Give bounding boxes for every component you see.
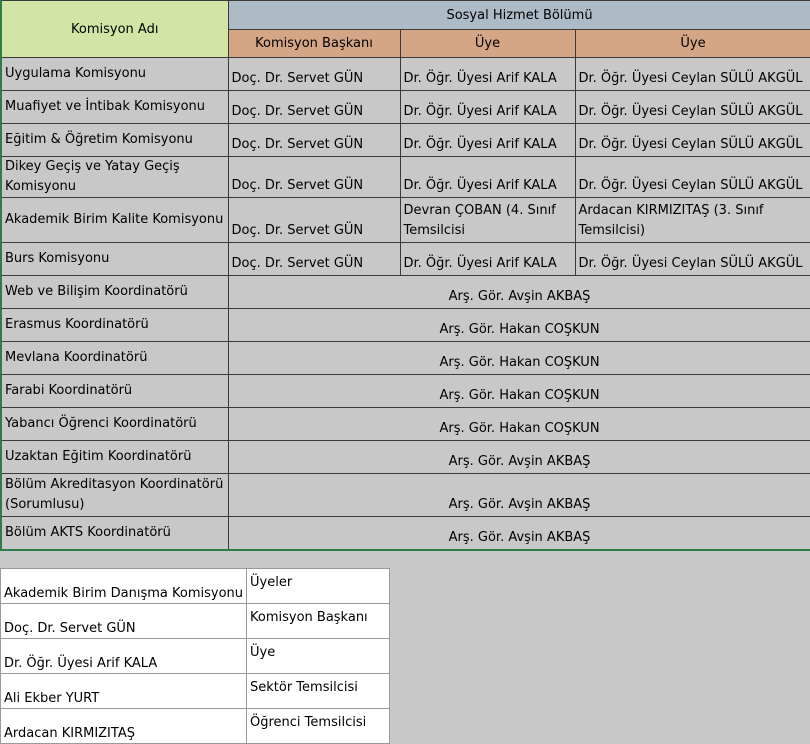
member-cell[interactable]: Devran ÇOBAN (4. Sınıf Temsilcisi xyxy=(400,198,575,243)
coordinator-name-cell[interactable]: Erasmus Koordinatörü xyxy=(1,309,228,342)
member-cell[interactable]: Dr. Öğr. Üyesi Arif KALA xyxy=(400,91,575,124)
coordinator-person-cell[interactable]: Arş. Gör. Avşin AKBAŞ xyxy=(228,276,810,309)
member-cell[interactable]: Dr. Öğr. Üyesi Ceylan SÜLÜ AKGÜL xyxy=(575,58,810,91)
role-header-member[interactable]: Üye xyxy=(400,30,575,58)
member-cell[interactable]: Dr. Öğr. Üyesi Ceylan SÜLÜ AKGÜL xyxy=(575,243,810,276)
advisory-name-cell[interactable]: Ali Ekber YURT xyxy=(1,674,247,709)
member-cell[interactable]: Dr. Öğr. Üyesi Ceylan SÜLÜ AKGÜL xyxy=(575,91,810,124)
chair-cell[interactable]: Doç. Dr. Servet GÜN xyxy=(228,243,400,276)
chair-cell[interactable]: Doç. Dr. Servet GÜN xyxy=(228,157,400,198)
advisory-role-cell[interactable]: Komisyon Başkanı xyxy=(247,604,390,639)
coordinator-name-cell[interactable]: Mevlana Koordinatörü xyxy=(1,342,228,375)
advisory-row xyxy=(1,709,390,744)
advisory-name-cell[interactable]: Doç. Dr. Servet GÜN xyxy=(1,604,247,639)
coordinator-row xyxy=(1,342,810,375)
member-cell[interactable]: Dr. Öğr. Üyesi Ceylan SÜLÜ AKGÜL xyxy=(575,124,810,157)
department-header[interactable]: Sosyal Hizmet Bölümü xyxy=(228,1,810,30)
commission-row xyxy=(1,198,810,243)
coordinator-name-cell[interactable]: Uzaktan Eğitim Koordinatörü xyxy=(1,441,228,474)
commission-name-cell[interactable]: Eğitim & Öğretim Komisyonu xyxy=(1,124,228,157)
coordinator-row xyxy=(1,517,810,550)
commission-name-cell[interactable]: Akademik Birim Kalite Komisyonu xyxy=(1,198,228,243)
member-cell[interactable]: Dr. Öğr. Üyesi Arif KALA xyxy=(400,157,575,198)
commission-row xyxy=(1,243,810,276)
coordinator-person-cell[interactable]: Arş. Gör. Hakan COŞKUN xyxy=(228,342,810,375)
role-header-member[interactable]: Üye xyxy=(575,30,810,58)
advisory-role-cell[interactable]: Öğrenci Temsilcisi xyxy=(247,709,390,744)
role-header-chair[interactable]: Komisyon Başkanı xyxy=(228,30,400,58)
coordinator-row xyxy=(1,276,810,309)
advisory-row xyxy=(1,604,390,639)
coordinator-name-cell[interactable]: Bölüm Akreditasyon Koordinatörü (Sorumlusu) xyxy=(1,474,228,517)
coordinator-person-cell[interactable]: Arş. Gör. Avşin AKBAŞ xyxy=(228,441,810,474)
advisory-row xyxy=(1,639,390,674)
commission-name-cell[interactable]: Burs Komisyonu xyxy=(1,243,228,276)
commission-name-cell[interactable]: Dikey Geçiş ve Yatay Geçiş Komisyonu xyxy=(1,157,228,198)
coordinator-name-cell[interactable]: Farabi Koordinatörü xyxy=(1,375,228,408)
advisory-name-cell[interactable]: Ardacan KIRMIZITAŞ xyxy=(1,709,247,744)
commission-row xyxy=(1,124,810,157)
chair-cell[interactable]: Doç. Dr. Servet GÜN xyxy=(228,58,400,91)
advisory-commission-table xyxy=(0,568,390,744)
coordinator-row xyxy=(1,441,810,474)
coordinator-row xyxy=(1,408,810,441)
coordinator-row xyxy=(1,309,810,342)
member-cell[interactable]: Dr. Öğr. Üyesi Arif KALA xyxy=(400,124,575,157)
member-cell[interactable]: Dr. Öğr. Üyesi Arif KALA xyxy=(400,243,575,276)
chair-cell[interactable]: Doç. Dr. Servet GÜN xyxy=(228,91,400,124)
advisory-role-cell[interactable]: Sektör Temsilcisi xyxy=(247,674,390,709)
commission-name-cell[interactable]: Uygulama Komisyonu xyxy=(1,58,228,91)
advisory-role-cell[interactable]: Üyeler xyxy=(247,569,390,604)
coordinator-name-cell[interactable]: Bölüm AKTS Koordinatörü xyxy=(1,517,228,550)
coordinator-person-cell[interactable]: Arş. Gör. Avşin AKBAŞ xyxy=(228,474,810,517)
coordinator-name-cell[interactable]: Yabancı Öğrenci Koordinatörü xyxy=(1,408,228,441)
advisory-name-cell[interactable]: Dr. Öğr. Üyesi Arif KALA xyxy=(1,639,247,674)
commission-row xyxy=(1,58,810,91)
coordinator-person-cell[interactable]: Arş. Gör. Avşin AKBAŞ xyxy=(228,517,810,550)
column-header-commission-name[interactable]: Komisyon Adı xyxy=(1,1,228,58)
advisory-name-cell[interactable]: Akademik Birim Danışma Komisyonu xyxy=(1,569,247,604)
member-cell[interactable]: Ardacan KIRMIZITAŞ (3. Sınıf Temsilcisi) xyxy=(575,198,810,243)
coordinator-person-cell[interactable]: Arş. Gör. Hakan COŞKUN xyxy=(228,309,810,342)
commission-row xyxy=(1,91,810,124)
chair-cell[interactable]: Doç. Dr. Servet GÜN xyxy=(228,124,400,157)
commission-name-cell[interactable]: Muafiyet ve İntibak Komisyonu xyxy=(1,91,228,124)
advisory-role-cell[interactable]: Üye xyxy=(247,639,390,674)
coordinator-person-cell[interactable]: Arş. Gör. Hakan COŞKUN xyxy=(228,408,810,441)
chair-cell[interactable]: Doç. Dr. Servet GÜN xyxy=(228,198,400,243)
commission-row xyxy=(1,157,810,198)
coordinator-name-cell[interactable]: Web ve Bilişim Koordinatörü xyxy=(1,276,228,309)
advisory-row xyxy=(1,569,390,604)
coordinator-row xyxy=(1,474,810,517)
member-cell[interactable]: Dr. Öğr. Üyesi Arif KALA xyxy=(400,58,575,91)
advisory-row xyxy=(1,674,390,709)
coordinator-person-cell[interactable]: Arş. Gör. Hakan COŞKUN xyxy=(228,375,810,408)
member-cell[interactable]: Dr. Öğr. Üyesi Ceylan SÜLÜ AKGÜL xyxy=(575,157,810,198)
coordinator-row xyxy=(1,375,810,408)
